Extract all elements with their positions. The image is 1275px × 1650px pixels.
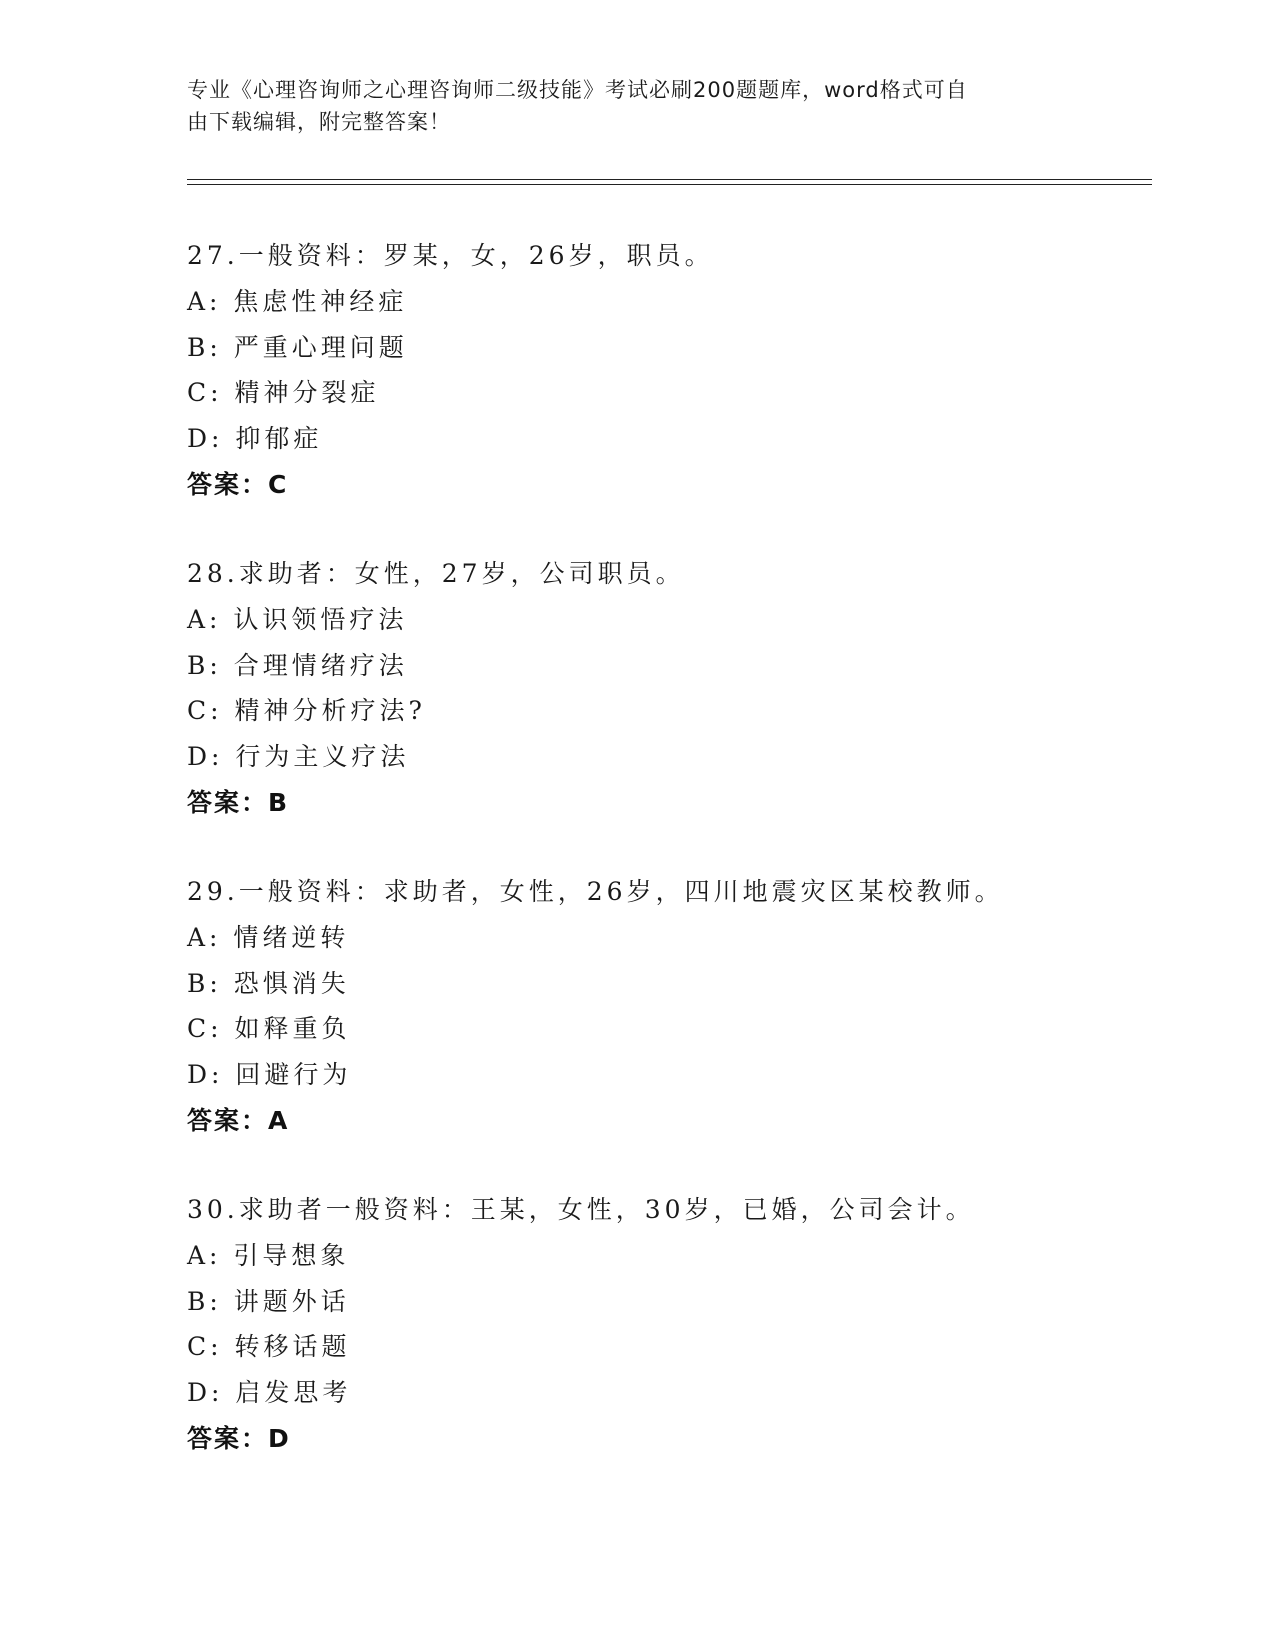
- option-a: A: 情绪逆转: [187, 922, 350, 952]
- option-a: A: 焦虑性神经症: [187, 286, 408, 316]
- question-28: [187, 551, 1087, 826]
- option-b: B: 合理情绪疗法: [187, 650, 408, 680]
- option-d: D: 回避行为: [187, 1060, 352, 1090]
- header-line-2: 由下载编辑，附完整答案！: [187, 110, 451, 134]
- question-27: [187, 233, 1087, 508]
- question-30: [187, 1187, 1087, 1462]
- header-divider-bottom: [187, 184, 1152, 185]
- option-c: C: 如释重负: [187, 1014, 351, 1044]
- option-b: B: 严重心理问题: [187, 332, 408, 362]
- option-c: C: 精神分裂症: [187, 378, 380, 408]
- option-c: C: 转移话题: [187, 1332, 351, 1362]
- document-header: [187, 74, 1067, 138]
- option-a: A: 认识领悟疗法: [187, 604, 408, 634]
- header-divider-top: [187, 179, 1152, 180]
- option-a: A: 引导想象: [187, 1240, 350, 1270]
- answer: 答案：B: [187, 787, 290, 817]
- header-line-1: 专业《心理咨询师之心理咨询师二级技能》考试必刷200题题库，word格式可自: [187, 78, 968, 102]
- option-b: B: 恐惧消失: [187, 968, 350, 998]
- question-stem: 27.一般资料：罗某，女，26岁，职员。: [187, 241, 714, 270]
- question-29: [187, 869, 1087, 1144]
- answer: 答案：C: [187, 469, 289, 499]
- answer: 答案：A: [187, 1105, 290, 1135]
- option-c: C: 精神分析疗法?: [187, 696, 426, 726]
- answer: 答案：D: [187, 1423, 291, 1453]
- question-stem: 30.求助者一般资料：王某，女性，30岁，已婚，公司会计。: [187, 1195, 975, 1224]
- option-d: D: 行为主义疗法: [187, 742, 410, 772]
- option-b: B: 讲题外话: [187, 1286, 350, 1316]
- question-stem: 28.求助者：女性，27岁，公司职员。: [187, 559, 685, 588]
- question-stem: 29.一般资料：求助者，女性，26岁，四川地震灾区某校教师。: [187, 877, 1004, 906]
- option-d: D: 启发思考: [187, 1378, 352, 1408]
- option-d: D: 抑郁症: [187, 424, 323, 454]
